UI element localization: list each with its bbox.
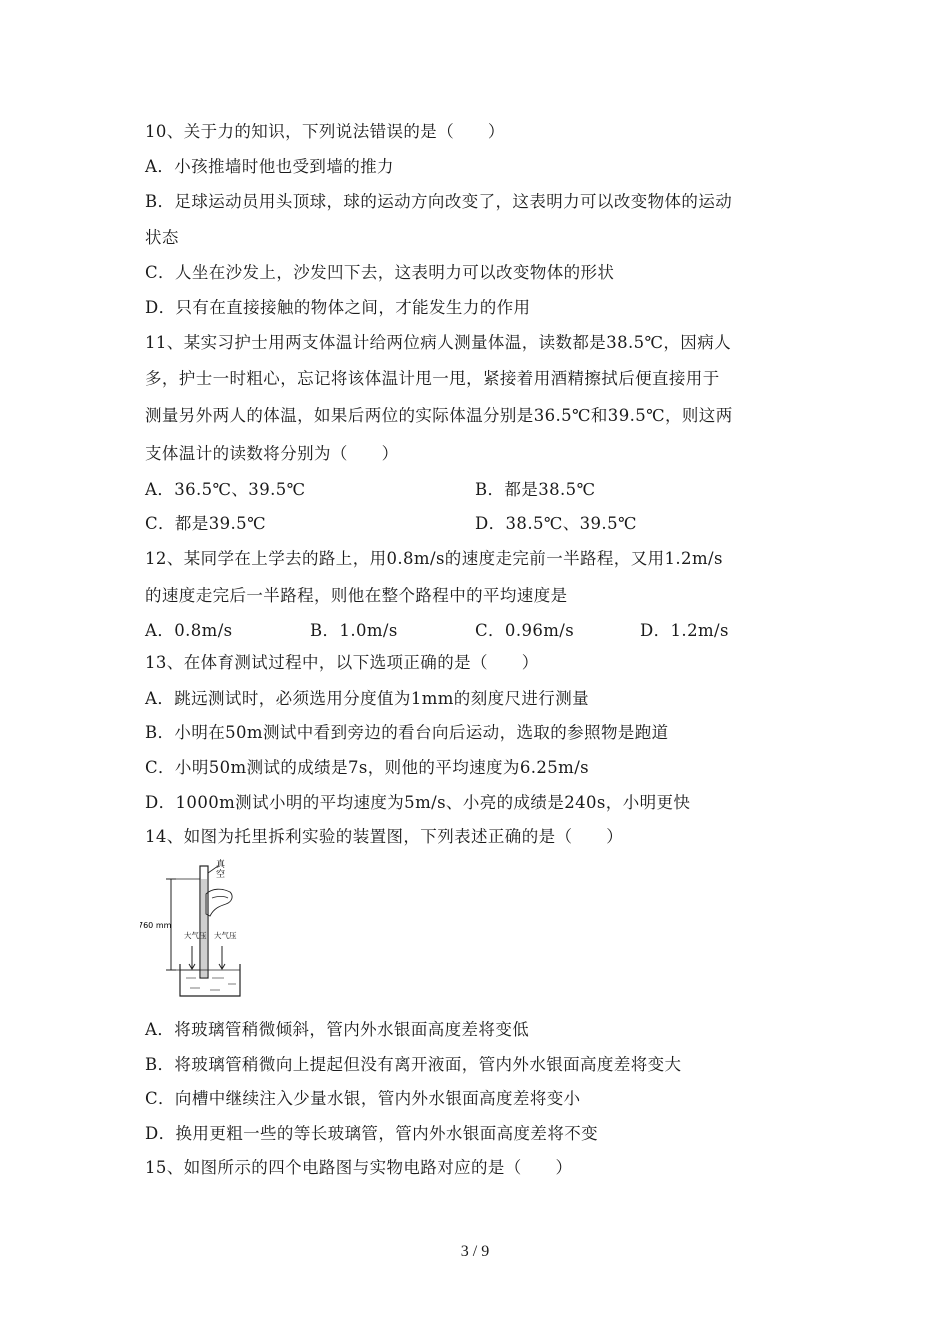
q13-option-a: A．跳远测试时，必须选用分度值为1mm的刻度尺进行测量 [145, 689, 590, 708]
q14-option-a: A．将玻璃管稍微倾斜，管内外水银面高度差将变低 [145, 1020, 530, 1039]
q12-option-a: A．0.8m/s [145, 621, 233, 640]
q12-option-d: D．1.2m/s [640, 621, 729, 640]
q11-stem-line1: 11、某实习护士用两支体温计给两位病人测量体温，读数都是38.5℃，因病人 [145, 333, 731, 352]
q12-option-c: C．0.96m/s [475, 621, 575, 640]
q13-stem: 13、在体育测试过程中，以下选项正确的是（ ） [145, 653, 539, 672]
height-760mm-label: 760 mm [140, 921, 172, 930]
q15-stem: 15、如图所示的四个电路图与实物电路对应的是（ ） [145, 1158, 573, 1177]
page-number: 3 / 9 [460, 1243, 490, 1260]
q11-stem-line2: 多，护士一时粗心，忘记将该体温计甩一甩，紧接着用酒精擦拭后便直接用于 [145, 369, 720, 388]
q10-option-b-line2: 状态 [145, 228, 179, 247]
torricelli-figure [140, 858, 250, 1004]
q11-stem-line4: 支体温计的读数将分别为（ ） [145, 444, 399, 463]
q11-option-a: A．36.5℃、39.5℃ [145, 480, 306, 499]
q11-option-c: C．都是39.5℃ [145, 514, 266, 533]
q10-stem: 10、关于力的知识，下列说法错误的是（ ） [145, 122, 505, 141]
q10-option-c: C．人坐在沙发上，沙发凹下去，这表明力可以改变物体的形状 [145, 263, 615, 282]
q14-option-c: C．向槽中继续注入少量水银，管内外水银面高度差将变小 [145, 1089, 581, 1108]
vacuum-label-2: 空 [216, 870, 226, 880]
vacuum-label-1: 真 [216, 860, 226, 870]
q14-option-b: B．将玻璃管稍微向上提起但没有离开液面，管内外水银面高度差将变大 [145, 1055, 682, 1074]
q11-option-d: D．38.5℃、39.5℃ [475, 514, 637, 533]
q13-option-b: B．小明在50m测试中看到旁边的看台向后运动，选取的参照物是跑道 [145, 723, 669, 742]
atm-label-left: 大气压 [184, 931, 207, 940]
q10-option-d: D．只有在直接接触的物体之间，才能发生力的作用 [145, 298, 531, 317]
q12-stem-line2: 的速度走完后一半路程，则他在整个路程中的平均速度是 [145, 586, 568, 605]
q12-stem-line1: 12、某同学在上学去的路上，用0.8m/s的速度走完前一半路程，又用1.2m/s [145, 549, 723, 568]
torricelli-apparatus [140, 858, 250, 1000]
q13-option-d: D．1000m测试小明的平均速度为5m/s、小亮的成绩是240s，小明更快 [145, 793, 691, 812]
q10-option-b-line1: B．足球运动员用头顶球，球的运动方向改变了，这表明力可以改变物体的运动 [145, 192, 733, 211]
q11-option-b: B．都是38.5℃ [475, 480, 596, 499]
atm-label-right: 大气压 [214, 931, 237, 940]
q11-stem-line3: 测量另外两人的体温，如果后两位的实际体温分别是36.5℃和39.5℃，则这两 [145, 406, 733, 425]
q12-option-b: B．1.0m/s [310, 621, 398, 640]
q14-stem: 14、如图为托里拆利实验的装置图，下列表述正确的是（ ） [145, 827, 624, 846]
q13-option-c: C．小明50m测试的成绩是7s，则他的平均速度为6.25m/s [145, 758, 590, 777]
q10-option-a: A．小孩推墙时他也受到墙的推力 [145, 157, 394, 176]
q14-option-d: D．换用更粗一些的等长玻璃管，管内外水银面高度差将不变 [145, 1124, 599, 1143]
